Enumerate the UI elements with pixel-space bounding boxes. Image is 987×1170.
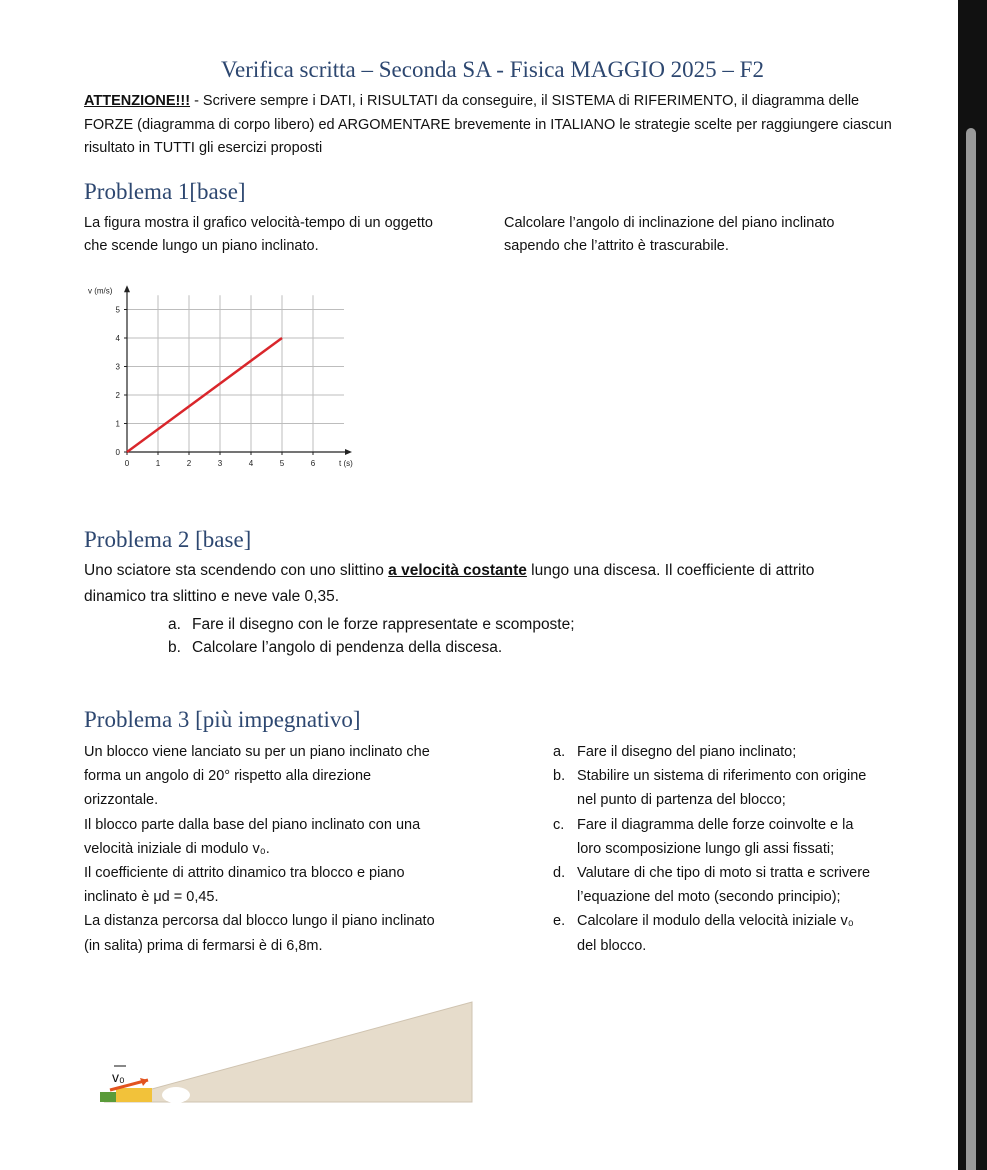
problem3-item-marker: a. xyxy=(553,744,566,760)
x-tick-label: 4 xyxy=(248,459,254,468)
y-axis-label: v (m/s) xyxy=(88,286,113,296)
problem3-item-a xyxy=(553,740,870,764)
attention-text: - Scrivere sempre i DATI, i RISULTATI da conseguire, il SISTEMA di RIFERIMENTO, il diagramma delle FORZE (diagramma di corpo libero) ed ARGOMENTARE brevemente in ITALIANO le strategie scelte per raggiungere ciascun risultato in TUTTI gli esercizi proposti xyxy=(84,93,892,156)
problem3-item-d xyxy=(553,861,870,909)
problem3-item-marker: d. xyxy=(553,865,566,882)
problem3-item-text-cont: del blocco. xyxy=(577,937,647,954)
problem1-right-line1: Calcolare l’angolo di inclinazione del piano inclinato xyxy=(504,215,835,231)
problem3-item-marker: c. xyxy=(553,816,565,833)
problem3-description xyxy=(84,740,504,958)
block-left xyxy=(100,1092,116,1102)
problem2-item-text: Fare il disegno con le forze rappresentate e scomposte; xyxy=(192,616,575,633)
problem3-line: forma un angolo di 20° rispetto alla direzione xyxy=(84,768,372,785)
smudge xyxy=(162,1087,190,1103)
problem3-line: Il blocco parte dalla base del piano inclinato con una xyxy=(84,816,421,833)
scrollbar[interactable] xyxy=(966,128,976,1170)
problem2-item-marker: a. xyxy=(168,616,181,633)
page-title: Verifica scritta – Seconda SA - Fisica MAGGIO 2025 – F2 xyxy=(221,57,764,82)
problem3-line: velocità iniziale di modulo v₀. xyxy=(84,840,270,857)
problem3-line: orizzontale. xyxy=(84,792,159,809)
x-tick-label: 5 xyxy=(279,459,285,468)
x-tick-label: 1 xyxy=(155,459,161,468)
problem2-item-text: Calcolare l’angolo di pendenza della discesa. xyxy=(192,639,503,656)
x-tick-label: 6 xyxy=(310,459,316,468)
problem1-left-line1: La figura mostra il grafico velocità-tempo di un oggetto xyxy=(84,215,433,231)
problem2-title: Problema 2 [base] xyxy=(84,527,252,552)
x-tick-label: 3 xyxy=(217,459,223,468)
y-tick-label: 4 xyxy=(115,334,120,343)
problem3-title: Problema 3 [più impegnativo] xyxy=(84,707,361,732)
problem2-task-list xyxy=(168,613,575,659)
problem3-item-text-cont: nel punto di partenza del blocco; xyxy=(577,792,786,809)
inclined-plane-figure xyxy=(96,998,476,1106)
problem2-item-b xyxy=(168,636,575,659)
problem2-text-line2: dinamico tra slittino e neve vale 0,35. xyxy=(84,588,340,605)
problem3-item-text: Calcolare il modulo della velocità iniziale v₀ xyxy=(577,913,854,930)
problem1-right-line2: sapendo che l’attrito è trascurabile. xyxy=(504,238,729,254)
problem3-item-text-cont: l’equazione del moto (secondo principio); xyxy=(577,889,841,906)
problem1-left-line2: che scende lungo un piano inclinato. xyxy=(84,238,319,254)
problem3-item-text: Fare il disegno del piano inclinato; xyxy=(577,744,797,760)
problem2-text-after: lungo una discesa. Il coefficiente di attrito xyxy=(526,562,815,579)
problem3-item-text-cont: loro scomposizione lungo gli assi fissati; xyxy=(577,840,835,857)
velocity-time-chart xyxy=(80,280,370,475)
y-tick-label: 5 xyxy=(115,305,120,315)
problem3-item-e xyxy=(553,909,870,957)
problem3-item-b xyxy=(553,764,870,812)
y-tick-label: 1 xyxy=(115,419,120,429)
block xyxy=(116,1088,152,1102)
y-tick-label: 3 xyxy=(115,362,120,372)
problem3-item-marker: e. xyxy=(553,913,566,930)
problem3-line: La distanza percorsa dal blocco lungo il piano inclinato xyxy=(84,913,435,930)
inclined-plane xyxy=(104,1002,472,1102)
problem3-item-marker: b. xyxy=(553,768,566,785)
x-tick-label: 0 xyxy=(124,459,130,468)
attention-word: ATTENZIONE!!! xyxy=(84,93,191,109)
x-axis-arrow xyxy=(345,449,352,455)
problem3-line: Un blocco viene lanciato su per un piano inclinato che xyxy=(84,744,430,760)
problem3-item-text: Fare il diagramma delle forze coinvolte e la xyxy=(577,816,854,833)
attention-note xyxy=(84,90,904,161)
x-tick-label: 2 xyxy=(186,459,192,468)
velocity-label: v₀ xyxy=(112,1069,125,1085)
problem2-item-marker: b. xyxy=(168,639,181,656)
problem3-line: Il coefficiente di attrito dinamico tra blocco e piano xyxy=(84,865,405,882)
y-axis-arrow xyxy=(124,285,130,292)
problem2-highlight: a velocità costante xyxy=(388,562,527,579)
y-tick-label: 0 xyxy=(115,448,120,457)
problem2-text-line1 xyxy=(84,559,814,583)
problem2-text-before: Uno sciatore sta scendendo con uno slittino xyxy=(84,562,389,579)
problem3-item-text: Stabilire un sistema di riferimento con origine xyxy=(577,768,867,785)
y-tick-label: 2 xyxy=(115,391,120,400)
problem1-title: Problema 1[base] xyxy=(84,179,246,204)
x-axis-label: t (s) xyxy=(339,459,353,468)
problem3-line: (in salita) prima di fermarsi è di 6,8m. xyxy=(84,937,323,954)
problem3-item-text: Valutare di che tipo di moto si tratta e scrivere xyxy=(577,865,871,882)
problem3-line: inclinato è μd = 0,45. xyxy=(84,889,219,906)
problem3-task-list xyxy=(553,740,870,958)
problem2-item-a xyxy=(168,613,575,636)
problem3-item-c xyxy=(553,813,870,861)
